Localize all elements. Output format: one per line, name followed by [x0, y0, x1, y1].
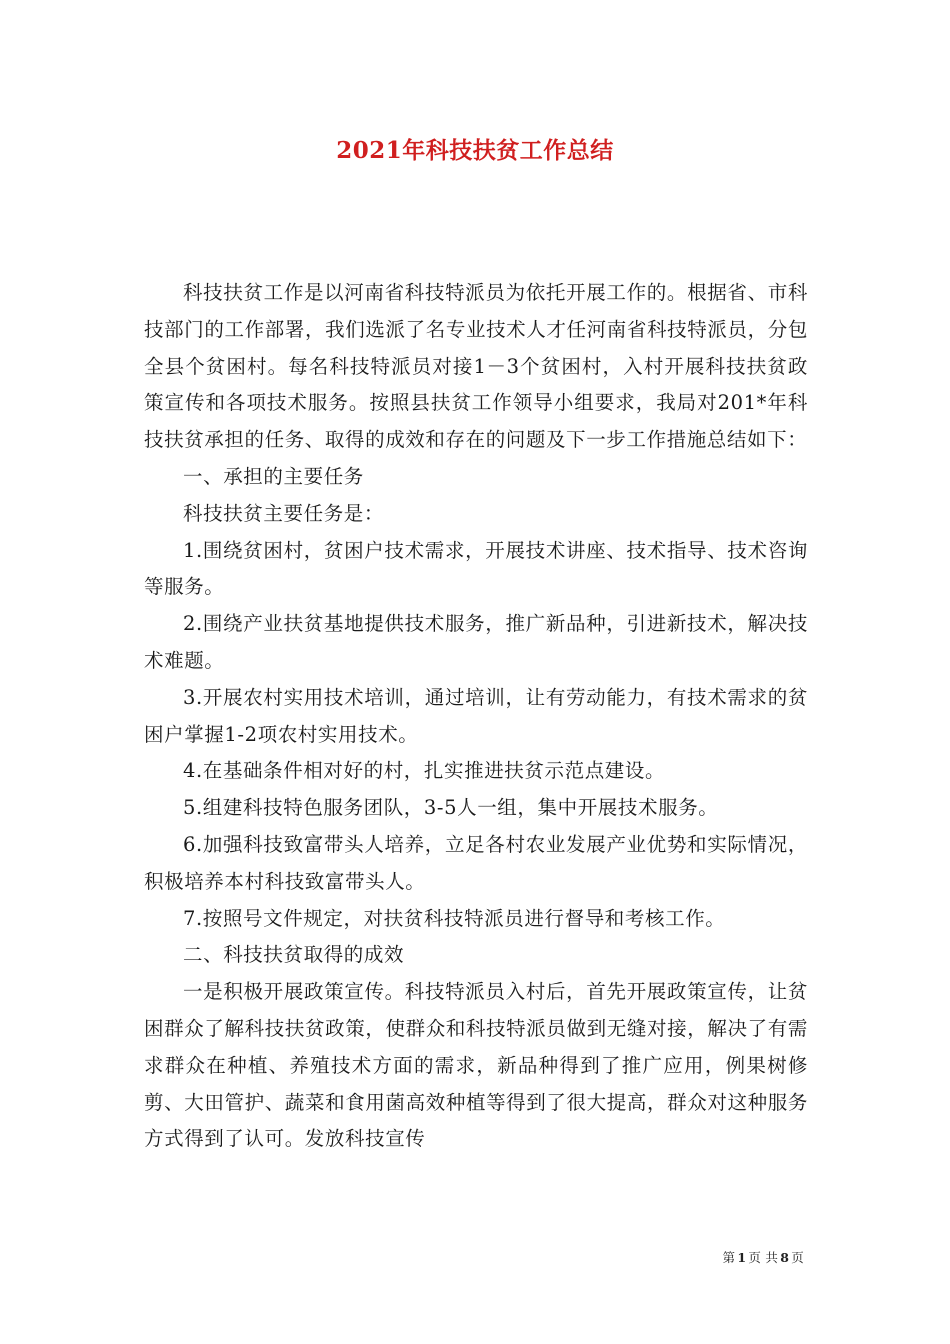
- paragraph-tasks-lead: 科技扶贫主要任务是：: [183, 501, 385, 525]
- page-number-footer: [723, 1248, 805, 1266]
- list-item-6: 6.加强科技致富带头人培养，立足各村农业发展产业优势和实际情况，积极培养本村科技致富带头人。: [144, 832, 808, 893]
- section-heading-2: 二、科技扶贫取得的成效: [183, 943, 405, 967]
- list-item-2: 2.围绕产业扶贫基地提供技术服务，推广新品种，引进新技术，解决技术难题。: [144, 612, 808, 672]
- footer-middle: 页 共: [748, 1250, 779, 1265]
- paragraph-intro: 科技扶贫工作是以河南省科技特派员为依托开展工作的。根据省、市科技部门的工作部署，我们选派了名专业技术人才任河南省科技特派员，分包全县个贫困村。每名科技特派员对接1－3个贫困村，入村开展科技扶贫政策宣传和各项技术服务。按照县扶贫工作领导小组要求，我局对201*年科技扶贫承担的任务、取得的成效和存在的问题及下一步工作措施总结如下：: [144, 281, 808, 452]
- list-item-3: 3.开展农村实用技术培训，通过培训，让有劳动能力，有技术需求的贫困户掌握1-2项农村实用技术。: [144, 685, 808, 746]
- list-item-7: 7.按照号文件规定，对扶贫科技特派员进行督导和考核工作。: [183, 906, 726, 930]
- footer-suffix: 页: [791, 1250, 804, 1265]
- list-item-1: 1.围绕贫困村，贫困户技术需求，开展技术讲座、技术指导、技术咨询等服务。: [144, 538, 808, 599]
- document-body: [144, 275, 808, 1158]
- footer-prefix: 第: [722, 1250, 736, 1265]
- section-heading-1: 一、承担的主要任务: [183, 464, 364, 488]
- document-title: 2021年科技扶贫工作总结: [336, 137, 614, 164]
- total-page-number: 8: [780, 1250, 790, 1265]
- current-page-number: 1: [737, 1250, 747, 1265]
- list-item-5: 5.组建科技特色服务团队，3-5人一组，集中开展技术服务。: [183, 796, 719, 820]
- list-item-4: 4.在基础条件相对好的村，扎实推进扶贫示范点建设。: [183, 759, 666, 783]
- paragraph-results-1: 一是积极开展政策宣传。科技特派员入村后，首先开展政策宣传，让贫困群众了解科技扶贫政策，使群众和科技特派员做到无缝对接，解决了有需求群众在种植、养殖技术方面的需求，新品种得到了推广应用，例果树修剪、大田管护、蔬菜和食用菌高效种植等得到了很大提高，群众对这种服务方式得到了认可。发放科技宣传: [144, 980, 808, 1151]
